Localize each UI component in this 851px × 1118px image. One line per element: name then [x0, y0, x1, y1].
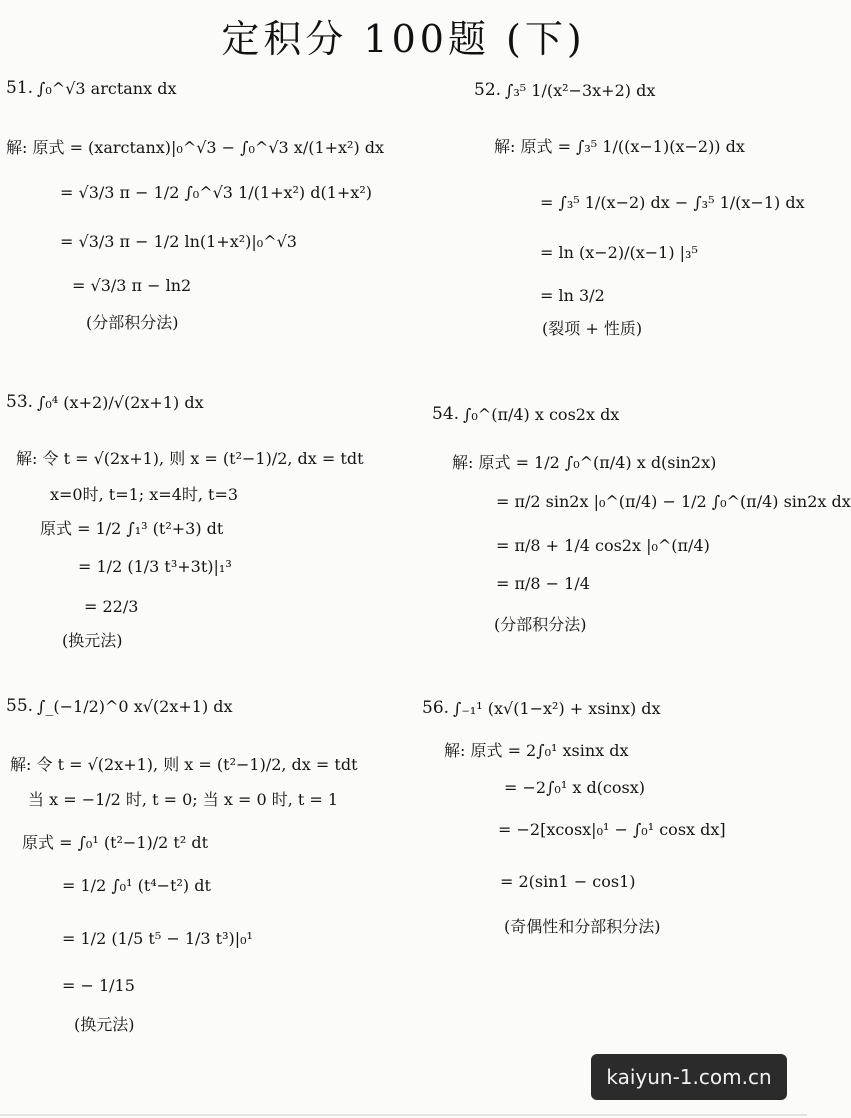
- bottom-divider: [0, 1114, 807, 1116]
- problem-question: ∫₀⁴ (x+2)/√(2x+1) dx: [37, 392, 204, 412]
- solution-line: 原式 = 1/2 ∫₁³ (t²+3) dt: [40, 519, 224, 538]
- method-note: (奇偶性和分部积分法): [504, 917, 661, 936]
- problem-question: ∫₀^√3 arctanx dx: [37, 78, 177, 98]
- solution-line: = ln 3/2: [540, 286, 605, 305]
- solution-line: x=0时, t=1; x=4时, t=3: [50, 485, 239, 504]
- solution-line: = −2∫₀¹ x d(cosx): [504, 778, 645, 797]
- solution-line: = 2(sin1 − cos1): [500, 872, 636, 891]
- problem-number: 51.: [6, 78, 34, 98]
- problem-number: 52.: [474, 80, 502, 100]
- problem-number: 53.: [6, 392, 34, 412]
- method-note: (分部积分法): [86, 313, 179, 332]
- solution-line: = ∫₃⁵ 1/(x−2) dx − ∫₃⁵ 1/(x−1) dx: [540, 193, 805, 212]
- solution-line: = √3/3 π − 1/2 ∫₀^√3 1/(1+x²) d(1+x²): [60, 183, 372, 202]
- solution-line: = 1/2 (1/3 t³+3t)|₁³: [78, 557, 232, 576]
- solution-line: = 1/2 ∫₀¹ (t⁴−t²) dt: [62, 876, 211, 895]
- solution-line: 解: 原式 = (xarctanx)|₀^√3 − ∫₀^√3 x/(1+x²) dx: [6, 138, 385, 157]
- problem-number: 55.: [6, 696, 34, 716]
- problem-question: ∫_(−1/2)^0 x√(2x+1) dx: [37, 696, 233, 716]
- solution-line: = ln (x−2)/(x−1) |₃⁵: [540, 243, 698, 262]
- problem-number: 56.: [422, 698, 450, 718]
- solution-line: 解: 令 t = √(2x+1), 则 x = (t²−1)/2, dx = tdt: [16, 449, 364, 468]
- solution-line: 解: 原式 = 1/2 ∫₀^(π/4) x d(sin2x): [452, 453, 717, 472]
- watermark-badge: kaiyun-1.com.cn: [591, 1054, 787, 1100]
- solution-line: 解: 原式 = 2∫₀¹ xsinx dx: [444, 741, 629, 760]
- solution-line: = π/2 sin2x |₀^(π/4) − 1/2 ∫₀^(π/4) sin2x dx: [496, 492, 851, 511]
- solution-line: = 1/2 (1/5 t⁵ − 1/3 t³)|₀¹: [62, 929, 253, 948]
- method-note: (分部积分法): [494, 615, 587, 634]
- problem-number: 54.: [432, 404, 460, 424]
- solution-line: 当 x = −1/2 时, t = 0; 当 x = 0 时, t = 1: [28, 790, 339, 809]
- solution-line: = √3/3 π − ln2: [72, 276, 192, 295]
- solution-line: 原式 = ∫₀¹ (t²−1)/2 t² dt: [22, 833, 209, 852]
- solution-line: = π/8 − 1/4: [496, 574, 590, 593]
- method-note: (换元法): [74, 1015, 135, 1034]
- problem-question: ∫₃⁵ 1/(x²−3x+2) dx: [505, 80, 656, 100]
- problem-question: ∫₋₁¹ (x√(1−x²) + xsinx) dx: [453, 698, 661, 718]
- solution-line: = √3/3 π − 1/2 ln(1+x²)|₀^√3: [60, 232, 297, 251]
- solution-line: = − 1/15: [62, 976, 135, 995]
- solution-line: = −2[xcosx|₀¹ − ∫₀¹ cosx dx]: [498, 820, 726, 839]
- solution-line: 解: 原式 = ∫₃⁵ 1/((x−1)(x−2)) dx: [494, 137, 745, 156]
- method-note: (换元法): [62, 631, 123, 650]
- solution-line: = π/8 + 1/4 cos2x |₀^(π/4): [496, 536, 710, 555]
- problem-question: ∫₀^(π/4) x cos2x dx: [463, 404, 620, 424]
- page-title: 定积分 100题 (下): [221, 17, 586, 61]
- solution-line: = 22/3: [84, 597, 139, 616]
- method-note: (裂项 + 性质): [542, 319, 643, 338]
- solution-line: 解: 令 t = √(2x+1), 则 x = (t²−1)/2, dx = tdt: [10, 755, 358, 774]
